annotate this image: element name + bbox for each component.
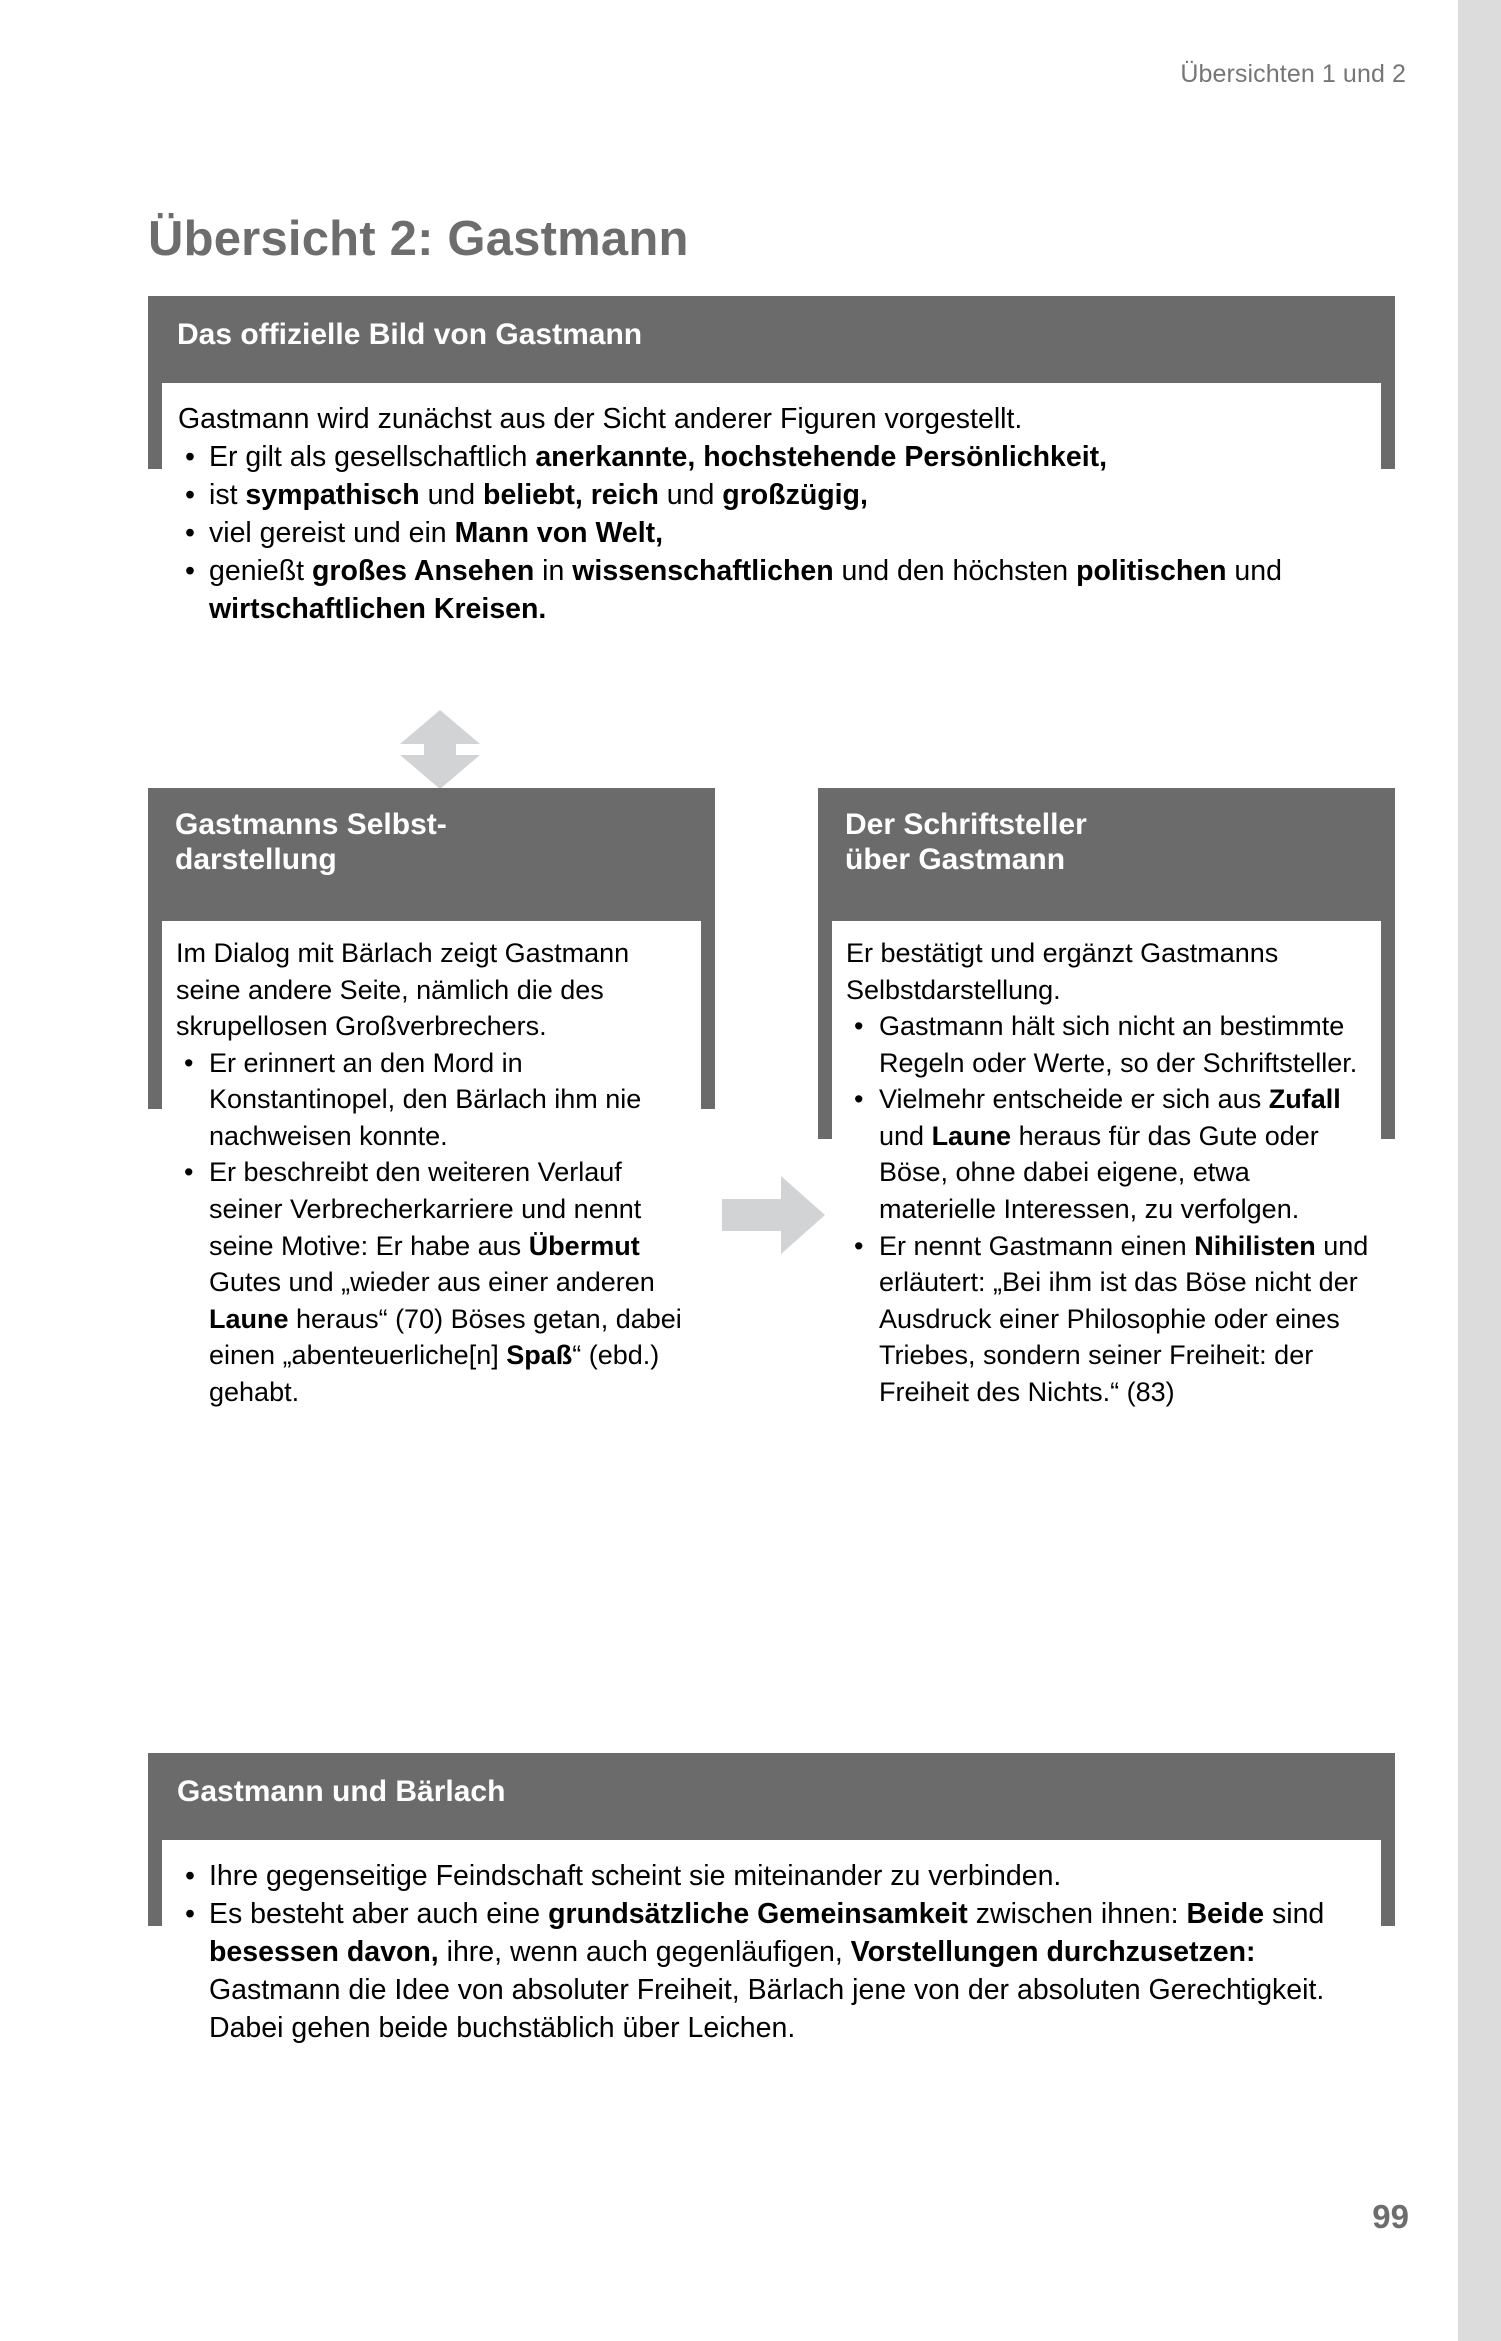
box-self-portrayal-heading	[148, 788, 715, 901]
page-title: Übersicht 2: Gastmann	[148, 211, 689, 266]
arrow-right-icon	[722, 1176, 825, 1254]
list-item: • Er erinnert an den Mord in Konstantinopel, den Bärlach ihm nie nachweisen konnte.	[176, 1045, 689, 1155]
box-writer-intro: Er bestätigt und ergänzt Gastmanns Selbstdarstellung.	[846, 938, 1279, 1005]
list-item: • ist sympathisch und beliebt, reich und großzügig,	[178, 476, 1365, 514]
list-item: • Er nennt Gastmann einen Nihilisten und erläutert: „Bei ihm ist das Böse nicht der Ausdruck einer Philosophie oder eines Triebes, sondern seiner Freiheit: der Freiheit des Nichts.“ (83)	[846, 1228, 1369, 1411]
list-item: • genießt großes Ansehen in wissenschaftlichen und den höchsten politischen und wirtschaftlichen Kreisen.	[178, 552, 1365, 628]
page-number: 99	[1372, 2198, 1409, 2235]
box-writer-heading	[818, 788, 1395, 901]
box-writer-bullet-list	[846, 1008, 1369, 1410]
page-edge-tab	[1458, 0, 1501, 2341]
box-pair-body	[162, 1840, 1381, 2065]
box-self-portrayal-heading-line1: Gastmanns Selbst-	[175, 808, 447, 841]
running-head: Übersichten 1 und 2	[1180, 60, 1406, 88]
box-self-portrayal-heading-line2: darstellung	[175, 842, 337, 876]
box-official-heading: Das offizielle Bild von Gastmann	[177, 318, 643, 351]
list-item: • Er beschreibt den weiteren Verlauf seiner Verbrecherkarriere und nennt seine Motive: Er habe aus Übermut Gutes und „wieder aus einer anderen Laune heraus“ (70) Böses getan, dabei einen „abenteuerliche[n] Spaß“ (ebd.) gehabt.	[176, 1154, 689, 1410]
list-item: • viel gereist und ein Mann von Welt,	[178, 514, 1365, 552]
box-self-portrayal	[148, 788, 715, 1407]
box-official-bullet-list	[178, 438, 1365, 628]
box-gastmann-and-baerlach	[148, 1753, 1395, 2045]
box-official-body	[162, 383, 1381, 644]
list-item: • Vielmehr entscheide er sich aus Zufall und Laune heraus für das Gute oder Böse, ohne dabei eigene, etwa materielle Interessen, zu verfolgen.	[846, 1081, 1369, 1227]
box-writer-body	[832, 921, 1381, 1425]
double-arrow-vertical-icon	[400, 710, 480, 789]
box-pair-bullet-list	[178, 1857, 1365, 2047]
list-item: • Es besteht aber auch eine grundsätzliche Gemeinsamkeit zwischen ihnen: Beide sind besessen davon, ihre, wenn auch gegenläufigen, Vorstellungen durchzusetzen: Gastmann die Idee von absoluter Freiheit, Bärlach jene von der absoluten Gerechtigkeit. Dabei gehen beide buchstäblich über Leichen.	[178, 1895, 1365, 2047]
box-self-portrayal-intro: Im Dialog mit Bärlach zeigt Gastmann seine andere Seite, nämlich die des skrupellosen Großverbrechers.	[176, 938, 630, 1042]
box-official-intro: Gastmann wird zunächst aus der Sicht anderer Figuren vorgestellt.	[178, 403, 1023, 435]
box-self-portrayal-bullet-list	[176, 1045, 689, 1411]
list-item: • Er gilt als gesellschaftlich anerkannte, hochstehende Persönlichkeit,	[178, 438, 1365, 476]
box-writer-on-gastmann	[818, 788, 1395, 1407]
box-writer-heading-line2: über Gastmann	[845, 842, 1066, 876]
box-writer-heading-line1: Der Schriftsteller	[845, 808, 1087, 841]
box-official-image	[148, 296, 1395, 626]
box-pair-heading: Gastmann und Bärlach	[177, 1775, 506, 1808]
list-item: • Ihre gegenseitige Feindschaft scheint sie miteinander zu verbinden.	[178, 1857, 1365, 1895]
list-item: • Gastmann hält sich nicht an bestimmte Regeln oder Werte, so der Schriftsteller.	[846, 1008, 1369, 1081]
box-self-portrayal-body	[162, 921, 701, 1425]
